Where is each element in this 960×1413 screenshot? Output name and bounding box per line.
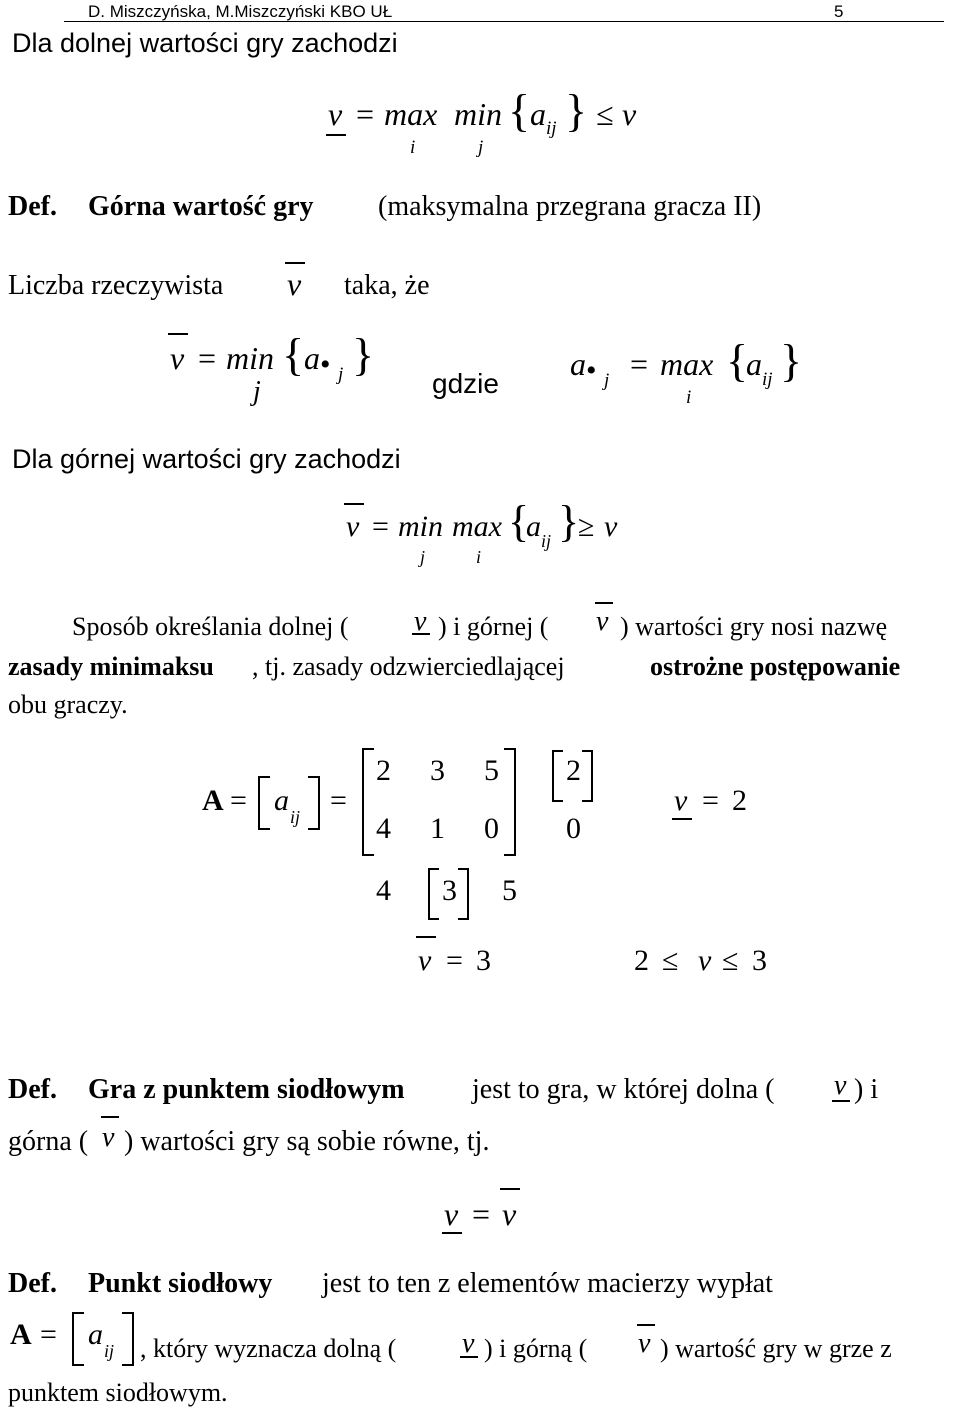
bullet-dot: • <box>586 354 597 387</box>
overline-mark <box>344 503 364 505</box>
min-operator: min <box>398 510 443 543</box>
equals-sign: = <box>40 1318 57 1351</box>
symbol-v: v <box>462 1328 475 1359</box>
equals-sign: = <box>198 340 217 376</box>
symbol-v: v <box>502 1196 517 1232</box>
equals-sign: = <box>702 784 719 817</box>
row-min-value: 0 <box>566 812 581 845</box>
paragraph-text: , tj. zasady odzwierciedlającej <box>252 652 565 681</box>
lower-value-result: 2 <box>732 784 747 817</box>
max-operator: max <box>384 96 438 132</box>
symbol-a: a <box>746 346 762 382</box>
definition-text: ) wartości gry są sobie równe, tj. <box>124 1126 490 1157</box>
definition-text: ) wartość gry w grze z <box>660 1334 892 1363</box>
paragraph-text: ) i górnej ( <box>438 612 549 641</box>
where-word: gdzie <box>432 368 499 399</box>
equals-sign: = <box>372 510 389 543</box>
range-high: 3 <box>752 944 767 977</box>
close-brace: } <box>558 497 580 546</box>
less-equal-sign: ≤ <box>662 944 679 977</box>
under-index-j: j <box>253 376 261 407</box>
overline-mark <box>500 1188 520 1190</box>
symbol-v: v <box>622 96 637 132</box>
symbol-v: v <box>170 340 185 376</box>
bullet-dot: • <box>320 348 331 381</box>
open-brace: { <box>282 329 305 380</box>
symbol-a: a <box>570 346 586 382</box>
matrix-close-bracket <box>504 748 516 856</box>
close-brace: } <box>780 335 803 386</box>
matrix-cell: 0 <box>484 812 499 845</box>
header-rule <box>64 21 944 22</box>
equals-sign: = <box>630 346 649 382</box>
underline-mark <box>442 1232 462 1234</box>
subscript-ij: ij <box>762 369 773 390</box>
open-bracket <box>72 1312 84 1366</box>
equals-sign: = <box>330 784 347 817</box>
symbol-v: v <box>287 266 302 302</box>
such-that-text: taka, że <box>344 270 430 301</box>
under-index-i: i <box>686 387 692 408</box>
matrix-cell: 5 <box>484 754 499 787</box>
less-equal-sign: ≤ <box>596 96 614 132</box>
close-bracket <box>308 776 320 830</box>
col-max-bracket-close <box>458 868 469 920</box>
col-max-value: 3 <box>442 874 457 907</box>
symbol-a: a <box>274 784 289 817</box>
row-min-bracket-open <box>552 750 563 802</box>
overline-mark <box>285 262 305 264</box>
close-bracket <box>122 1312 134 1366</box>
open-bracket <box>258 776 270 830</box>
symbol-a: a <box>526 510 541 543</box>
subscript-ij: ij <box>546 118 557 139</box>
definition-text: ) i <box>854 1074 879 1105</box>
symbol-v: v <box>418 944 432 977</box>
matrix-cell: 4 <box>376 812 391 845</box>
header-authors: D. Miszczyńska, M.Miszczyński KBO UŁ <box>88 2 393 21</box>
underline-mark <box>326 134 346 136</box>
real-number-line: Liczba rzeczywista <box>8 270 224 301</box>
overline-mark <box>637 1324 655 1326</box>
definition-text: górna ( <box>8 1126 89 1157</box>
under-index-j: j <box>420 547 426 567</box>
symbol-v: v <box>346 510 360 543</box>
paragraph-text: Sposób określania dolnej ( <box>72 612 349 641</box>
underline-mark <box>832 1100 850 1102</box>
overline-mark <box>101 1116 119 1118</box>
min-operator: min <box>226 340 274 376</box>
under-index-j: j <box>478 137 484 158</box>
symbol-v: v <box>596 606 609 637</box>
open-brace: { <box>508 497 530 546</box>
range-low: 2 <box>634 944 649 977</box>
row-min-bracket-close <box>582 750 593 802</box>
col-max-value: 5 <box>502 874 517 907</box>
underline-mark <box>672 818 692 820</box>
def-note: (maksymalna przegrana gracza II) <box>378 191 762 222</box>
close-brace: } <box>565 85 588 136</box>
equals-sign: = <box>446 944 463 977</box>
paragraph-text: obu graczy. <box>8 690 128 719</box>
max-operator: max <box>660 346 714 382</box>
underline-mark <box>412 633 430 635</box>
subscript-ij: ij <box>290 807 301 827</box>
matrix-symbol-A: A <box>202 784 224 817</box>
definition-text: jest to ten z elementów macierzy wypłat <box>322 1268 773 1299</box>
upper-value-result: 3 <box>476 944 491 977</box>
def-label: Def. <box>8 191 57 222</box>
def-title-saddle-point: Punkt siodłowy <box>88 1268 273 1299</box>
symbol-v: v <box>638 1328 651 1359</box>
less-equal-sign: ≤ <box>722 944 739 977</box>
equals-sign: = <box>472 1196 491 1232</box>
matrix-open-bracket <box>362 748 374 856</box>
underline-mark <box>460 1356 478 1358</box>
definition-text: punktem siodłowym. <box>8 1378 228 1407</box>
symbol-a: a <box>530 96 546 132</box>
subscript-ij: ij <box>541 531 552 551</box>
equals-sign: = <box>230 784 247 817</box>
under-index-i: i <box>410 137 416 158</box>
def-title-saddle-game: Gra z punktem siodłowym <box>88 1074 405 1105</box>
max-operator: max <box>452 510 502 543</box>
symbol-v: v <box>674 784 688 817</box>
min-operator: min <box>454 96 502 132</box>
symbol-a: a <box>304 340 320 376</box>
symbol-v: v <box>414 606 427 637</box>
matrix-cell: 3 <box>430 754 445 787</box>
close-brace: } <box>352 329 375 380</box>
overline-mark <box>168 333 188 335</box>
symbol-v: v <box>604 510 618 543</box>
definition-text: jest to gra, w której dolna ( <box>472 1074 775 1105</box>
upper-value-intro: Dla górnej wartości gry zachodzi <box>12 444 401 474</box>
open-brace: { <box>508 85 531 136</box>
symbol-v: v <box>444 1196 459 1232</box>
lower-value-intro: Dla dolnej wartości gry zachodzi <box>12 28 398 58</box>
matrix-cell: 1 <box>430 812 445 845</box>
overline-mark <box>595 602 613 604</box>
overline-mark <box>416 936 436 938</box>
greater-equal-sign: ≥ <box>578 510 595 543</box>
col-max-value: 4 <box>376 874 391 907</box>
def-label: Def. <box>8 1268 57 1299</box>
symbol-v: v <box>328 96 343 132</box>
subscript-j: j <box>604 370 610 391</box>
subscript-j: j <box>338 364 344 385</box>
row-min-value: 2 <box>566 754 581 787</box>
definition-text: ) i górną ( <box>484 1334 588 1363</box>
matrix-cell: 2 <box>376 754 391 787</box>
symbol-a: a <box>88 1318 103 1351</box>
def-title-upper-value: Górna wartość gry <box>88 191 314 222</box>
symbol-v: v <box>698 944 712 977</box>
under-index-i: i <box>476 547 482 567</box>
definition-text: , który wyznacza dolną ( <box>140 1334 397 1363</box>
bold-term: ostrożne postępowanie <box>650 652 901 681</box>
bold-term: zasady minimaksu <box>8 652 214 681</box>
matrix-symbol-A: A <box>10 1318 32 1351</box>
symbol-v: v <box>102 1122 115 1153</box>
page-number: 5 <box>834 2 844 21</box>
subscript-ij: ij <box>104 1341 115 1361</box>
col-max-bracket-open <box>428 868 439 920</box>
equals-sign: = <box>356 96 375 132</box>
paragraph-text: ) wartości gry nosi nazwę <box>620 612 888 641</box>
open-brace: { <box>726 335 749 386</box>
symbol-v: v <box>834 1070 847 1101</box>
def-label: Def. <box>8 1074 57 1105</box>
